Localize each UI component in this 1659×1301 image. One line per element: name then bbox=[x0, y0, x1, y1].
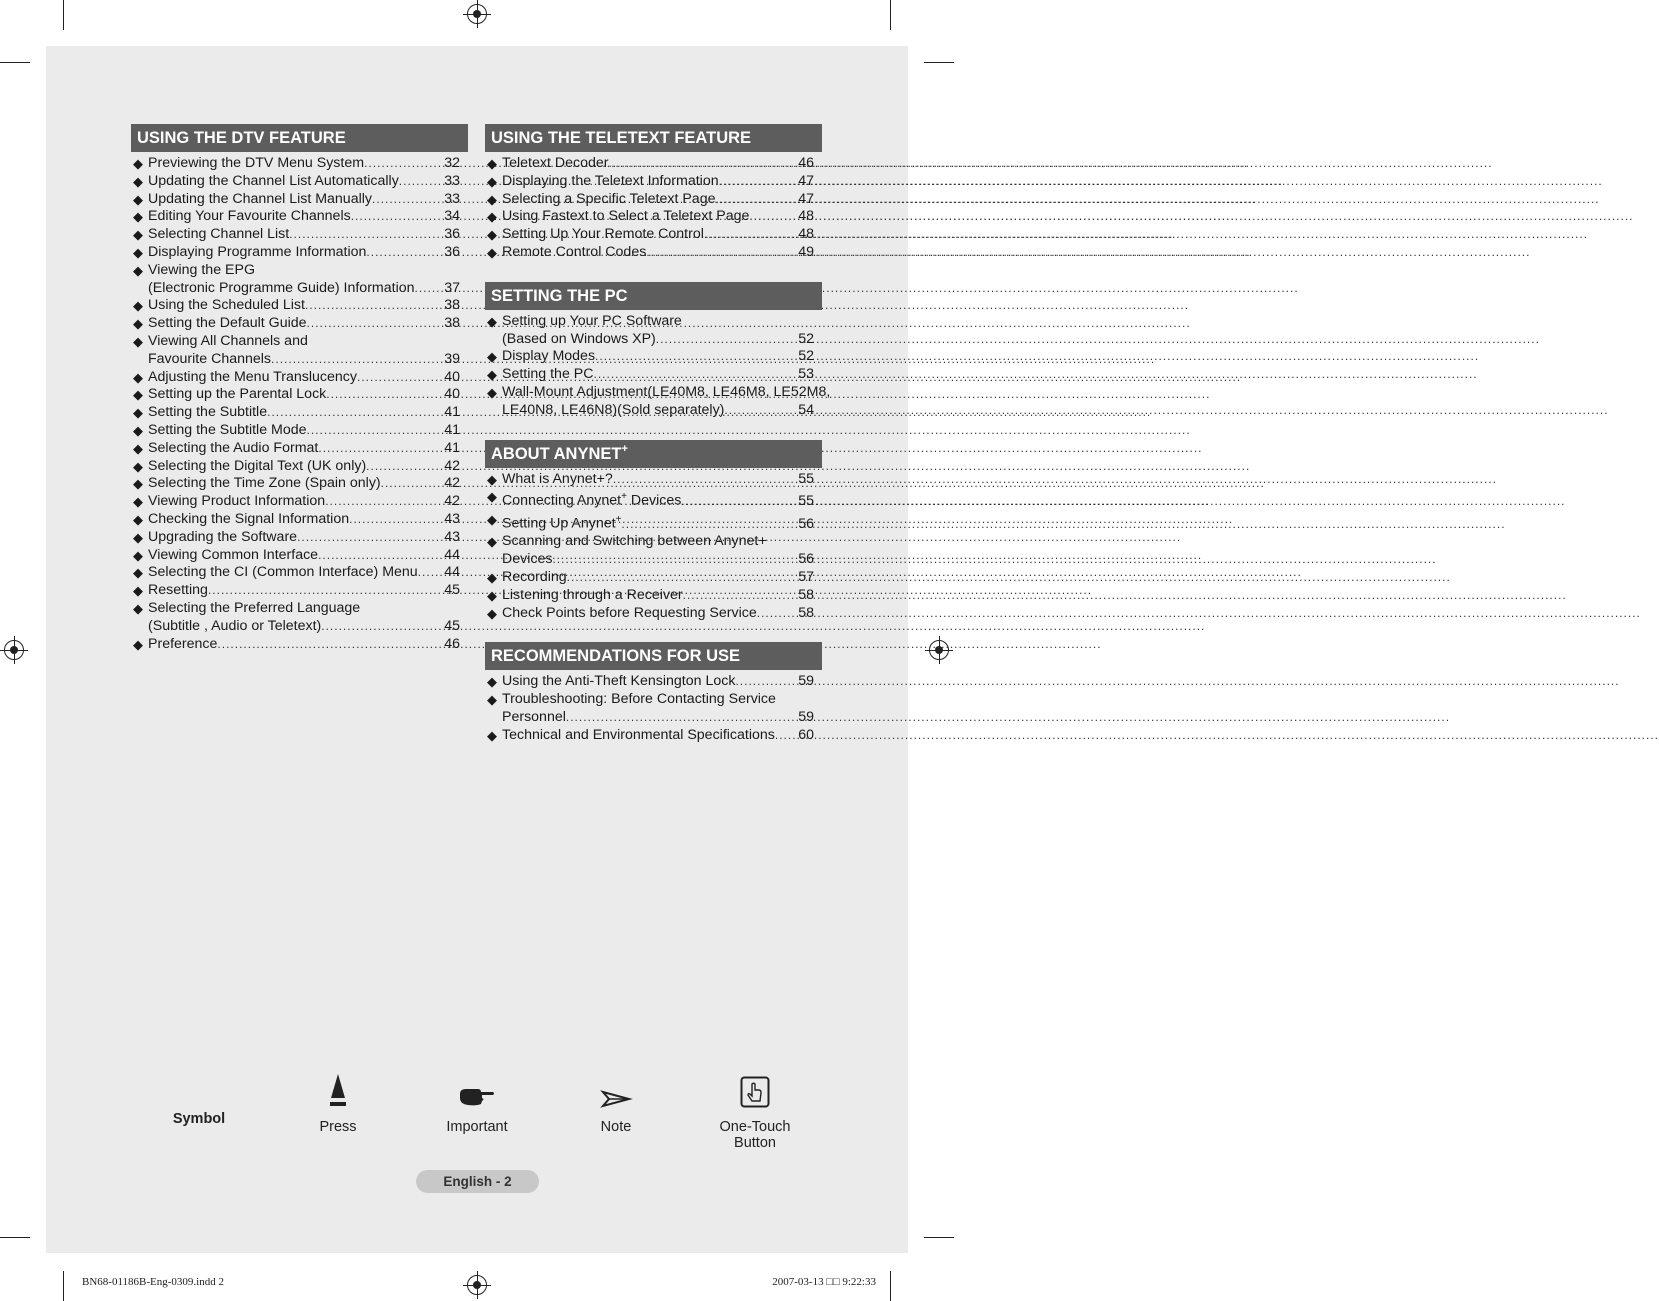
dot-leader bbox=[613, 471, 796, 489]
diamond-bullet-icon: ◆ bbox=[133, 173, 143, 189]
dot-leader bbox=[307, 422, 443, 440]
page-number: 46 bbox=[798, 155, 814, 171]
toc-section-about-anynet bbox=[485, 440, 822, 623]
toc-entry[interactable] bbox=[133, 458, 460, 476]
diamond-bullet-icon: ◆ bbox=[133, 583, 143, 599]
footer-timestamp: 2007-03-13 □□ 9:22:33 bbox=[772, 1276, 876, 1288]
note-arrow-icon bbox=[555, 1068, 677, 1108]
dot-leader bbox=[349, 511, 442, 529]
dot-leader bbox=[646, 244, 796, 262]
page-number: 45 bbox=[444, 582, 460, 599]
toc-entry[interactable] bbox=[133, 262, 460, 298]
press-icon bbox=[277, 1068, 399, 1108]
diamond-bullet-icon: ◆ bbox=[133, 191, 143, 207]
diamond-bullet-icon: ◆ bbox=[133, 422, 143, 438]
page-number: 38 bbox=[444, 315, 460, 332]
toc-entry[interactable] bbox=[487, 511, 814, 534]
toc-entry[interactable] bbox=[487, 208, 814, 226]
diamond-bullet-icon: ◆ bbox=[487, 674, 497, 690]
page-number: 32 bbox=[444, 155, 460, 171]
page-number: 42 bbox=[444, 475, 460, 492]
dot-leader bbox=[735, 673, 796, 691]
diamond-bullet-icon: ◆ bbox=[133, 476, 143, 492]
crop-mark bbox=[63, 1271, 64, 1301]
diamond-bullet-icon: ◆ bbox=[487, 471, 497, 487]
diamond-bullet-icon: ◆ bbox=[487, 511, 497, 527]
entry-title: (Electronic Programme Guide) Information bbox=[148, 279, 415, 296]
entry-title: Devices bbox=[502, 551, 553, 568]
registration-mark-icon bbox=[467, 1275, 487, 1295]
page-number: 53 bbox=[798, 366, 814, 383]
toc-entry[interactable] bbox=[487, 383, 831, 420]
toc-entry[interactable] bbox=[133, 208, 460, 226]
toc-entry[interactable] bbox=[487, 488, 814, 511]
toc-entry[interactable] bbox=[133, 564, 460, 582]
diamond-bullet-icon: ◆ bbox=[133, 547, 143, 563]
page-number: 34 bbox=[444, 208, 460, 225]
page-number: 57 bbox=[798, 569, 814, 586]
diamond-bullet-icon: ◆ bbox=[133, 511, 143, 527]
pointing-hand-icon bbox=[416, 1068, 538, 1108]
toc-entry[interactable] bbox=[487, 244, 814, 262]
toc-entry[interactable] bbox=[487, 191, 814, 209]
page-number: 52 bbox=[798, 330, 814, 347]
entry-title: Selecting the Digital Text (UK only) bbox=[148, 457, 367, 474]
entry-title: Setting the Default Guide bbox=[148, 315, 307, 332]
diamond-bullet-icon: ◆ bbox=[133, 227, 143, 243]
entry-title: Resetting bbox=[148, 582, 208, 599]
entry-title: (Subtitle , Audio or Teletext) bbox=[148, 617, 322, 634]
crop-mark bbox=[0, 1237, 30, 1238]
dot-leader bbox=[366, 244, 442, 262]
crop-mark bbox=[924, 62, 954, 63]
crop-mark bbox=[924, 1237, 954, 1238]
page-number: 45 bbox=[444, 617, 460, 634]
toc-entry[interactable] bbox=[133, 582, 460, 600]
entry-title: Displaying the Teletext Information bbox=[502, 172, 719, 189]
dot-leader bbox=[381, 475, 443, 493]
toc-entry[interactable] bbox=[133, 191, 460, 209]
diamond-bullet-icon: ◆ bbox=[487, 692, 497, 708]
diamond-bullet-icon: ◆ bbox=[133, 333, 143, 349]
entry-title: Recording bbox=[502, 569, 567, 586]
section-heading: ABOUT ANYNET+ bbox=[485, 440, 822, 468]
dot-leader bbox=[719, 173, 797, 191]
page-number: 48 bbox=[798, 208, 814, 225]
diamond-bullet-icon: ◆ bbox=[487, 534, 497, 550]
page-number: 54 bbox=[798, 401, 814, 418]
page-number: 43 bbox=[444, 510, 460, 527]
toc-section-using-the-dtv-feature bbox=[131, 124, 468, 653]
diamond-bullet-icon: ◆ bbox=[487, 191, 497, 207]
diamond-bullet-icon: ◆ bbox=[487, 244, 497, 260]
symbol-one-touch bbox=[694, 1068, 816, 1151]
toc-entry[interactable] bbox=[487, 691, 814, 727]
page-number: 40 bbox=[444, 386, 460, 403]
toc-entry[interactable] bbox=[133, 333, 460, 369]
entry-title: Favourite Channels bbox=[148, 350, 272, 367]
dot-leader bbox=[595, 348, 796, 366]
dot-leader bbox=[749, 208, 796, 226]
entry-title: Selecting the Preferred Language bbox=[148, 599, 361, 616]
toc-entry[interactable] bbox=[133, 315, 460, 333]
entry-title: Display Modes bbox=[502, 348, 596, 365]
entry-title: Setting up Your PC Software bbox=[502, 312, 682, 329]
entry-title: Upgrading the Software bbox=[148, 528, 298, 545]
entry-title: Adjusting the Menu Translucency bbox=[148, 368, 357, 385]
dot-leader bbox=[372, 191, 442, 209]
entry-title: Displaying Programme Information bbox=[148, 243, 367, 260]
diamond-bullet-icon: ◆ bbox=[487, 605, 497, 621]
section-heading: RECOMMENDATIONS FOR USE bbox=[485, 642, 822, 670]
symbol-note bbox=[555, 1068, 677, 1135]
toc-entry[interactable] bbox=[133, 297, 460, 315]
entry-title: Setting Up Your Remote Control bbox=[502, 226, 704, 243]
diamond-bullet-icon: ◆ bbox=[133, 369, 143, 385]
diamond-bullet-icon: ◆ bbox=[133, 636, 143, 652]
section-heading: SETTING THE PC bbox=[485, 282, 822, 310]
page-number: 55 bbox=[798, 470, 814, 487]
diamond-bullet-icon: ◆ bbox=[487, 349, 497, 365]
toc-entry[interactable] bbox=[487, 569, 814, 587]
page-number: 42 bbox=[444, 457, 460, 474]
diamond-bullet-icon: ◆ bbox=[133, 405, 143, 421]
page-number: 41 bbox=[444, 439, 460, 456]
symbol-legend bbox=[140, 1068, 840, 1158]
toc-entry[interactable] bbox=[487, 366, 814, 384]
diamond-bullet-icon: ◆ bbox=[487, 489, 497, 505]
entry-title: Selecting Channel List bbox=[148, 226, 290, 243]
dot-leader bbox=[321, 618, 442, 636]
toc-entry[interactable] bbox=[487, 155, 814, 173]
entry-title: Updating the Channel List Manually bbox=[148, 190, 372, 207]
dot-leader bbox=[366, 458, 442, 476]
entry-title: Setting the PC bbox=[502, 366, 594, 383]
diamond-bullet-icon: ◆ bbox=[487, 313, 497, 329]
dot-leader bbox=[399, 173, 442, 191]
entry-title: (Based on Windows XP) bbox=[502, 330, 656, 347]
diamond-bullet-icon: ◆ bbox=[487, 570, 497, 586]
page-number: 33 bbox=[444, 172, 460, 189]
toc-column-right bbox=[485, 124, 831, 765]
entry-title: Selecting a Specific Teletext Page bbox=[502, 190, 716, 207]
toc-entry[interactable] bbox=[133, 226, 460, 244]
page-number: 39 bbox=[444, 350, 460, 367]
dot-leader bbox=[305, 297, 442, 315]
page-number: 59 bbox=[798, 709, 814, 725]
diamond-bullet-icon: ◆ bbox=[487, 727, 497, 743]
entry-title: Personnel bbox=[502, 709, 566, 725]
dot-leader bbox=[567, 569, 797, 587]
dot-leader bbox=[326, 386, 442, 404]
toc-entry[interactable] bbox=[133, 369, 460, 387]
diamond-bullet-icon: ◆ bbox=[133, 156, 143, 171]
dot-leader bbox=[351, 208, 443, 226]
toc-entry[interactable] bbox=[487, 533, 814, 569]
registration-mark-icon bbox=[4, 640, 24, 660]
dot-leader bbox=[289, 226, 442, 244]
entry-title: Viewing Common Interface bbox=[148, 546, 319, 563]
page-number: 59 bbox=[798, 673, 814, 690]
page-number: 36 bbox=[444, 243, 460, 260]
toc-entry[interactable] bbox=[133, 511, 460, 529]
toc-column-left bbox=[131, 124, 468, 673]
entry-title: Setting Up Anynet+ bbox=[502, 513, 622, 532]
registration-mark-icon bbox=[467, 4, 487, 24]
entry-title: Selecting the Audio Format bbox=[148, 439, 319, 456]
page-number: 33 bbox=[444, 190, 460, 207]
dot-leader bbox=[217, 636, 442, 654]
entry-title: Using the Scheduled List bbox=[148, 297, 305, 314]
toc-entry[interactable] bbox=[487, 226, 814, 244]
diamond-bullet-icon: ◆ bbox=[133, 244, 143, 260]
toc-entry[interactable] bbox=[487, 471, 814, 489]
dot-leader bbox=[757, 605, 796, 623]
diamond-bullet-icon: ◆ bbox=[133, 529, 143, 545]
page-number: 36 bbox=[444, 226, 460, 243]
symbol-important bbox=[416, 1068, 538, 1135]
toc-entry[interactable] bbox=[487, 605, 814, 623]
diamond-bullet-icon: ◆ bbox=[133, 387, 143, 403]
page-number: 38 bbox=[444, 297, 460, 314]
section-heading: USING THE TELETEXT FEATURE bbox=[485, 124, 822, 152]
page-number: 41 bbox=[444, 421, 460, 438]
symbol-heading: Symbol bbox=[172, 1111, 226, 1127]
dot-leader bbox=[608, 155, 796, 173]
dot-leader bbox=[566, 709, 796, 727]
toc-entry[interactable] bbox=[133, 493, 460, 511]
toc-entry[interactable] bbox=[487, 673, 814, 691]
toc-entry[interactable] bbox=[133, 440, 460, 458]
entry-title: LE40N8, LE46N8)(Sold separately) bbox=[502, 401, 725, 418]
entry-title: Listening through a Receiver bbox=[502, 586, 683, 603]
page-number: 43 bbox=[444, 528, 460, 545]
entry-title: Viewing Product Information bbox=[148, 493, 326, 510]
entry-title: Checking the Signal Information bbox=[148, 510, 350, 527]
entry-title: Editing Your Favourite Channels bbox=[148, 208, 351, 225]
entry-title: Troubleshooting: Before Contacting Service bbox=[502, 691, 776, 708]
one-touch-button-icon bbox=[694, 1068, 816, 1108]
dot-leader bbox=[318, 440, 442, 458]
dot-leader bbox=[704, 226, 796, 244]
entry-title: Setting the Subtitle Mode bbox=[148, 421, 307, 438]
footer-file-info: BN68-01186B-Eng-0309.indd 2 bbox=[82, 1276, 224, 1288]
entry-title: Teletext Decoder bbox=[502, 155, 609, 171]
dot-leader bbox=[307, 315, 443, 333]
dot-leader bbox=[656, 331, 796, 349]
page-number: 58 bbox=[798, 586, 814, 603]
dot-leader bbox=[775, 727, 796, 745]
page-number: 58 bbox=[798, 604, 814, 621]
toc-entry[interactable] bbox=[487, 348, 814, 366]
section-heading: USING THE DTV FEATURE bbox=[131, 124, 468, 152]
entry-title: Check Points before Requesting Service bbox=[502, 604, 757, 621]
page-number: 60 bbox=[798, 726, 814, 743]
diamond-bullet-icon: ◆ bbox=[487, 173, 497, 189]
entry-title: Setting up the Parental Lock bbox=[148, 386, 327, 403]
toc-entry[interactable] bbox=[133, 422, 460, 440]
page-number: 56 bbox=[798, 551, 814, 568]
dot-leader bbox=[208, 582, 442, 600]
diamond-bullet-icon: ◆ bbox=[133, 565, 143, 581]
toc-entry[interactable] bbox=[487, 727, 814, 745]
dot-leader bbox=[357, 369, 442, 387]
dot-leader bbox=[325, 493, 442, 511]
page-number: 56 bbox=[798, 515, 814, 532]
page-number: 47 bbox=[798, 190, 814, 207]
toc-entry[interactable] bbox=[487, 587, 814, 605]
diamond-bullet-icon: ◆ bbox=[133, 440, 143, 456]
entry-title: Remote Control Codes bbox=[502, 243, 647, 260]
entry-title: Preference bbox=[148, 635, 218, 652]
diamond-bullet-icon: ◆ bbox=[133, 458, 143, 474]
dot-leader bbox=[415, 280, 443, 298]
entry-title: Using Fastext to Select a Teletext Page bbox=[502, 208, 750, 225]
dot-leader bbox=[621, 516, 796, 534]
dot-leader bbox=[724, 402, 796, 420]
diamond-bullet-icon: ◆ bbox=[133, 262, 143, 278]
dot-leader bbox=[552, 551, 796, 569]
toc-entry[interactable] bbox=[133, 173, 460, 191]
page-number: 49 bbox=[798, 243, 814, 260]
toc-entry[interactable] bbox=[133, 386, 460, 404]
page-number: 42 bbox=[444, 493, 460, 510]
diamond-bullet-icon: ◆ bbox=[133, 494, 143, 510]
dot-leader bbox=[271, 351, 442, 369]
entry-title: Viewing All Channels and bbox=[148, 332, 308, 349]
toc-section-setting-the-pc bbox=[485, 282, 831, 420]
toc-entry[interactable] bbox=[133, 636, 460, 654]
diamond-bullet-icon: ◆ bbox=[487, 384, 497, 400]
page-number: 41 bbox=[444, 404, 460, 421]
diamond-bullet-icon: ◆ bbox=[487, 367, 497, 383]
dot-leader bbox=[418, 564, 443, 582]
important-label: Important bbox=[446, 1119, 508, 1135]
page-number: 44 bbox=[444, 564, 460, 581]
toc-entry[interactable] bbox=[133, 155, 460, 173]
press-label: Press bbox=[319, 1119, 357, 1135]
page-number: 52 bbox=[798, 348, 814, 365]
toc-entry[interactable] bbox=[133, 404, 460, 422]
entry-title: Wall-Mount Adjustment(LE40M8, LE46M8, LE52M8, bbox=[502, 383, 831, 400]
page-number: 48 bbox=[798, 226, 814, 243]
crop-mark bbox=[890, 1271, 891, 1301]
dot-leader bbox=[364, 155, 442, 173]
entry-title: Scanning and Switching between Anynet+ bbox=[502, 533, 767, 550]
entry-title: Setting the Subtitle bbox=[148, 404, 268, 421]
page-number: 55 bbox=[798, 493, 814, 510]
page-number: 40 bbox=[444, 368, 460, 385]
diamond-bullet-icon: ◆ bbox=[133, 209, 143, 225]
toc-entry[interactable] bbox=[487, 313, 814, 349]
entry-title: Updating the Channel List Automatically bbox=[148, 172, 399, 189]
entry-title: Using the Anti-Theft Kensington Lock bbox=[502, 673, 736, 690]
dot-leader bbox=[297, 529, 442, 547]
toc-entry[interactable] bbox=[133, 547, 460, 565]
toc-entry[interactable] bbox=[487, 173, 814, 191]
entry-title: Technical and Environmental Specifications bbox=[502, 726, 775, 743]
dot-leader bbox=[594, 366, 797, 384]
dot-leader bbox=[318, 547, 442, 565]
toc-section-recommendations-for-use bbox=[485, 642, 822, 744]
diamond-bullet-icon: ◆ bbox=[487, 209, 497, 225]
entry-title: Previewing the DTV Menu System bbox=[148, 155, 365, 171]
page-number: 44 bbox=[444, 546, 460, 563]
diamond-bullet-icon: ◆ bbox=[133, 600, 143, 616]
crop-mark bbox=[0, 62, 30, 63]
entry-title: Selecting the Time Zone (Spain only) bbox=[148, 475, 381, 492]
entry-title: What is Anynet+? bbox=[502, 470, 613, 487]
diamond-bullet-icon: ◆ bbox=[133, 316, 143, 332]
dot-leader bbox=[715, 191, 796, 209]
crop-mark bbox=[63, 0, 64, 30]
symbol-press bbox=[277, 1068, 399, 1135]
diamond-bullet-icon: ◆ bbox=[487, 156, 497, 171]
one-touch-label: One-Touch Button bbox=[719, 1119, 791, 1151]
toc-section-using-the-teletext-feature bbox=[485, 124, 822, 262]
diamond-bullet-icon: ◆ bbox=[133, 298, 143, 314]
page-number-badge: English - 2 bbox=[416, 1170, 539, 1193]
dot-leader bbox=[683, 587, 797, 605]
page-number: 46 bbox=[444, 635, 460, 652]
toc-entry[interactable] bbox=[133, 475, 460, 493]
dot-leader bbox=[267, 404, 442, 422]
entry-title: Selecting the CI (Common Interface) Menu bbox=[148, 564, 418, 581]
entry-title: Connecting Anynet+ Devices bbox=[502, 491, 682, 510]
diamond-bullet-icon: ◆ bbox=[487, 227, 497, 243]
diamond-bullet-icon: ◆ bbox=[487, 587, 497, 603]
dot-leader bbox=[681, 493, 796, 511]
toc-entry[interactable] bbox=[133, 600, 460, 636]
page-number: 47 bbox=[798, 172, 814, 189]
crop-mark bbox=[890, 0, 891, 30]
entry-title: Viewing the EPG bbox=[148, 261, 255, 278]
page-number: 37 bbox=[444, 279, 460, 296]
note-label: Note bbox=[600, 1119, 632, 1135]
toc-entry[interactable] bbox=[133, 244, 460, 262]
toc-entry[interactable] bbox=[133, 529, 460, 547]
